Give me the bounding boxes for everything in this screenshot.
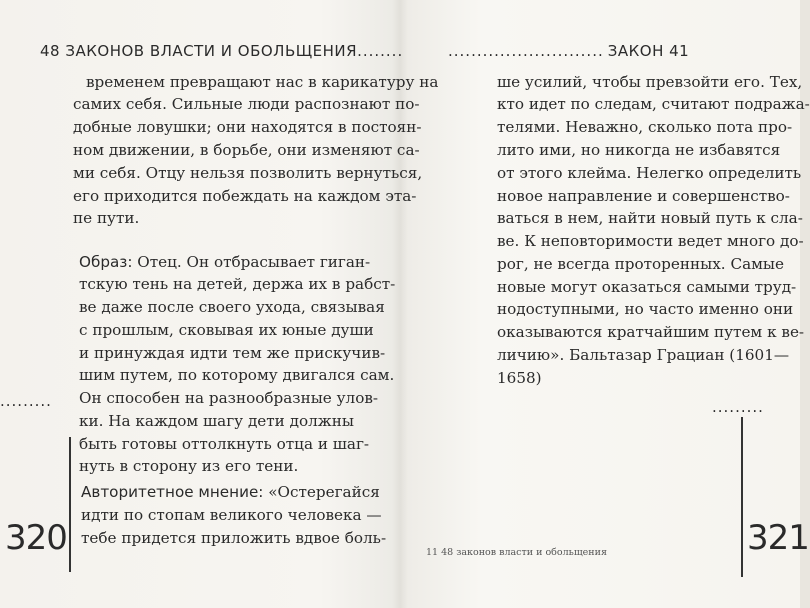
text-line: кто идет по следам, считают подража- <box>497 95 810 113</box>
text-line: быть готовы оттолкнуть отца и шаг- <box>79 435 370 453</box>
text-line: 1658) <box>497 369 542 387</box>
text-line: временем превращают нас в карикатуру на <box>86 73 439 91</box>
text-line: личию». Бальтазар Грациан (1601— <box>497 346 790 364</box>
right-page-number: 321 <box>747 518 809 558</box>
left-running-head-text: 48 ЗАКОНОВ ВЛАСТИ И ОБОЛЬЩЕНИЯ <box>40 42 358 60</box>
text-line: ном движении, в борьбе, они изменяют са- <box>73 141 420 159</box>
text-line: от этого клейма. Нелегко определить <box>497 164 802 182</box>
text-line: ваться в нем, найти новый путь к сла- <box>497 209 803 227</box>
text-line: новые могут оказаться самыми труд- <box>497 278 797 296</box>
right-footer-imprint: 11 48 законов власти и обольщения <box>426 547 607 558</box>
left-running-head <box>40 42 403 60</box>
authority-label: Авторитетное мнение: <box>81 483 264 501</box>
text-line: новое направление и совершенство- <box>497 187 790 205</box>
right-vertical-rule <box>741 417 743 577</box>
text-line: шим путем, по которому двигался сам. <box>79 366 395 384</box>
text-line: его приходится побеждать на каждом эта- <box>73 187 417 205</box>
text-line <box>81 483 380 501</box>
text-line: оказываются кратчайшим путем к ве- <box>497 323 805 341</box>
authority-line-0: «Остерегайся <box>263 483 380 501</box>
left-head-dots: ........ <box>357 42 404 60</box>
text-line: самих себя. Сильные люди распознают по- <box>73 95 420 113</box>
text-line: ве. К неповторимости ведет много до- <box>497 232 804 250</box>
text-line: добные ловушки; они находятся в постоян- <box>73 118 422 136</box>
left-vertical-rule <box>69 437 71 572</box>
text-line: с прошлым, сковывая их юные души <box>79 321 374 339</box>
left-margin-dots: ......... <box>0 392 52 410</box>
text-line: пе пути. <box>73 209 140 227</box>
text-line <box>79 253 370 271</box>
text-line: и принуждая идти тем же прискучив- <box>79 344 386 362</box>
text-line: рог, не всегда проторенных. Самые <box>497 255 785 273</box>
text-line: телями. Неважно, сколько пота про- <box>497 118 793 136</box>
text-line: тебе придется приложить вдвое боль- <box>81 529 387 547</box>
text-line: тскую тень на детей, держа их в рабст- <box>79 275 396 293</box>
left-page-number: 320 <box>5 518 67 558</box>
text-line: нодоступными, но часто именно они <box>497 300 794 318</box>
right-running-head <box>448 42 689 60</box>
text-line: ше усилий, чтобы превзойти его. Тех, <box>497 73 803 91</box>
right-head-dots: ........................... <box>448 42 604 60</box>
text-line: идти по стопам великого человека — <box>81 506 382 524</box>
right-margin-dots: ......... <box>712 398 764 416</box>
text-line: ве даже после своего ухода, связывая <box>79 298 385 316</box>
text-line: лито ими, но никогда не избавятся <box>497 141 781 159</box>
text-line: Он способен на разнообразные улов- <box>79 389 379 407</box>
text-line: ки. На каждом шагу дети должны <box>79 412 354 430</box>
text-line: ми себя. Отцу нельзя позволить вернуться, <box>73 164 423 182</box>
text-line: нуть в сторону из его тени. <box>79 457 299 475</box>
right-running-head-text: ЗАКОН 41 <box>607 42 690 60</box>
image-label: Образ: <box>79 253 133 271</box>
image-line-0: Отец. Он отбрасывает гиган- <box>132 253 371 271</box>
